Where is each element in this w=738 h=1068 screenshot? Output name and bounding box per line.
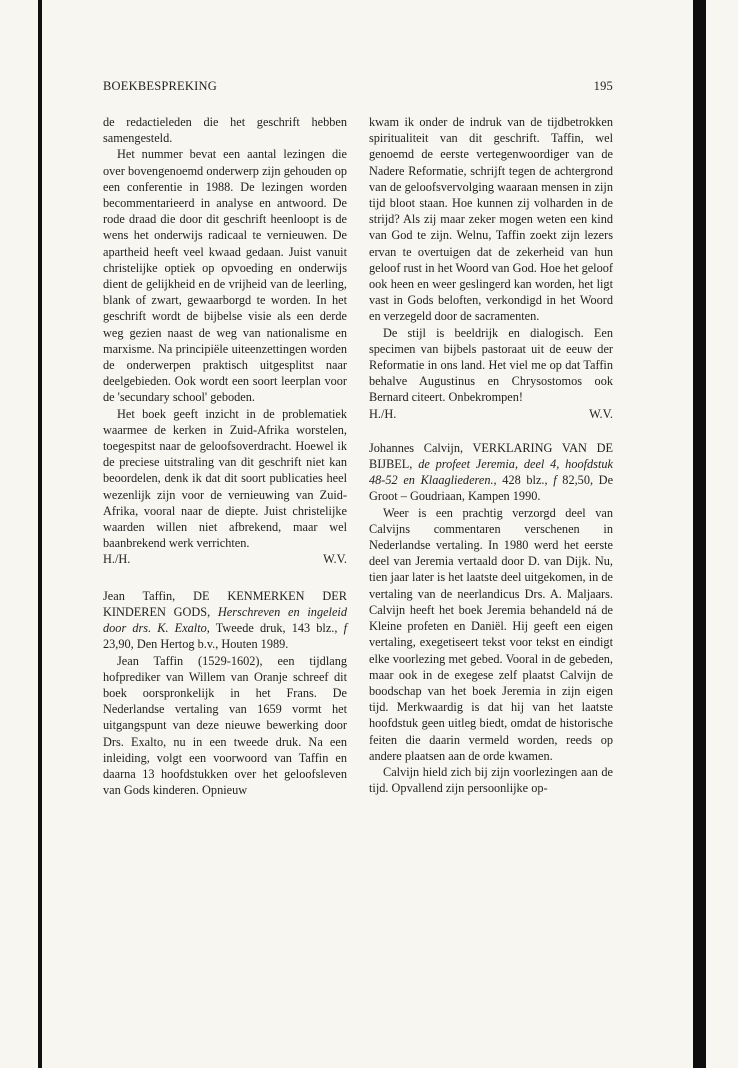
ref-italic: Herschreven en ingeleid door drs. K. Exalto,: [103, 604, 347, 636]
ref-lead: Jean Taffin, DE KENMERKEN DER KINDEREN GODS,: [103, 588, 347, 619]
paragraph: Calvijn hield zich bij zijn voorlezingen aan de tijd. Opvallend zijn persoonlijke op-: [369, 764, 613, 796]
ref-publisher: 23,90, Den Hertog b.v., Houten 1989.: [103, 637, 289, 652]
scan-edge-right: [693, 0, 706, 1068]
signature-initials-left: H./H.: [369, 406, 397, 421]
ref-italic: de profeet Jeremia, deel 4, hoofdstuk 48-52 en Klaagliederen.,: [369, 457, 613, 488]
paragraph: Jean Taffin (1529-1602), een tijdlang hofprediker van Willem van Oranje schreef dit boek oorspronkelijk in het Frans. De Nederlandse vertaling van 1659 vormt het uitgangspunt van deze nieuwe bewerking door Drs. Exalto, nu in een tweede druk. Na een inleiding, volgt een voorwoord van Taffin en daarna 13 hoofdstukken over het geloofsleven van Gods kinderen. Opnieuw: [103, 653, 347, 798]
page-number: 195: [593, 79, 613, 93]
ref-currency: f: [553, 473, 557, 488]
book-reference: [103, 588, 347, 653]
signature-initials-right: W.V.: [589, 406, 613, 421]
book-reference: [369, 440, 613, 505]
scan-edge-left: [38, 0, 42, 1068]
paragraph: de redactieleden die het geschrift hebben samengesteld.: [103, 115, 347, 146]
ref-details: Tweede druk, 143 blz.,: [215, 621, 338, 636]
ref-details: 428 blz.,: [502, 473, 548, 488]
running-head: [103, 79, 613, 97]
paragraph: Weer is een prachtig verzorgd deel van Calvijns commentaren verschenen in Nederlandse vertaling. In 1980 werd het eerste deel van Jeremia vertaald door D. van Dijk. Nu, tien jaar later is het laatste deel uitgekomen, in de vertaling van de neerlandicus Drs. A. Maljaars. Calvijn heeft het boek Jeremia behandeld ná de Kleine profeten en Daniël. Hij geeft een eigen vertaling, exegetiseert tekst voor tekst en eindigt elke voorlezing met gebed. Vooral in de gebeden, maar ook in de exegese zelf plaatst Calvijn de boodschap van het boek Jeremia in zijn eigen tijd. Merkwaardig is dat hij van het laatste hoofdstuk geen uitleg biedt, omdat de historische feiten die daarin vermeld worden, reeds op andere plaatsen aan de orde kwamen.: [369, 505, 613, 763]
signature-initials-right: W.V.: [323, 552, 347, 567]
right-column: [369, 114, 613, 796]
section-title: BOEKBESPREKING: [103, 79, 217, 93]
paragraph: Het nummer bevat een aantal lezingen die over bovengenoemd onderwerp zijn gehouden op een conferentie in 1988. De lezingen worden becommentarieerd in analyse en antwoord. De rode draad die door dit geschrift heenloopt is de wens het onderwijs radicaal te vernieuwen. De apartheid heeft veel kwaad gedaan. Juist vanuit christelijke optiek op opvoeding en onderwijs dient de gelijkheid en de vrijheid van de leerling, blank of zwart, gewaarborgd te worden. In het geschrift wordt de bijbelse visie als een derde weg gezien naast de weg van nationalisme en marxisme. Na principiële uiteenzettingen worden de onderwerpen praktisch uitgesplitst naar deelgebieden. Ook wordt een soort leerplan voor de 'secundary school' geboden.: [103, 147, 347, 405]
ref-currency: f: [343, 621, 347, 636]
paragraph: kwam ik onder de indruk van de tijdbetrokken spiritualiteit van dit geschrift. Taffin, wel genoemd de eerste vertegenwoordiger van de Nadere Reformatie, schrijft tegen de achtergrond van de geloofsvervolging waaraan mensen in zijn tijd bloot staan. Hoe kunnen zij volharden in de strijd? Als zij maar zeker mogen weten een kind van God te zijn. Welnu, Taffin zoekt zijn lezers ervan te overtuigen dat de zekerheid van hun geloof rust in het Woord van God. Hoe het geloof ook heen en weer geslingerd kan worden, het ligt vast in Gods beloften, verkondigd in het Woord en verzegeld door de sacramenten.: [369, 115, 613, 324]
paragraph: Het boek geeft inzicht in de problematiek waarmee de kerken in Zuid-Afrika worstelen, toegespitst naar de geloofsoverdracht. Hoewel ik de preciese uitstraling van dit geschrift niet kan beoordelen, denk ik dat dit soort publicaties heel wezenlijk zijn voor de vernieuwing van Zuid-Afrika, vooral naar de diepte. Juist christelijke waarden willen niet afbrekend, maar wel baanbrekend werk verrichten.: [103, 406, 347, 551]
review-signature: [369, 406, 613, 422]
ref-publisher: 82,50, De Groot – Goudriaan, Kampen 1990.: [369, 473, 614, 504]
left-column: [103, 114, 347, 798]
signature-initials-left: H./H.: [103, 552, 131, 567]
review-signature: [103, 551, 347, 567]
paragraph: De stijl is beeldrijk en dialogisch. Een specimen van bijbels pastoraat uit de eeuw der Reformatie in ons land. Het viel me op dat Taffin behalve Augustinus en Chrysostomos ook Bernard citeert. Onbekrompen!: [369, 325, 613, 405]
ref-lead: Johannes Calvijn, VERKLARING VAN DE BIJBEL,: [369, 440, 613, 472]
